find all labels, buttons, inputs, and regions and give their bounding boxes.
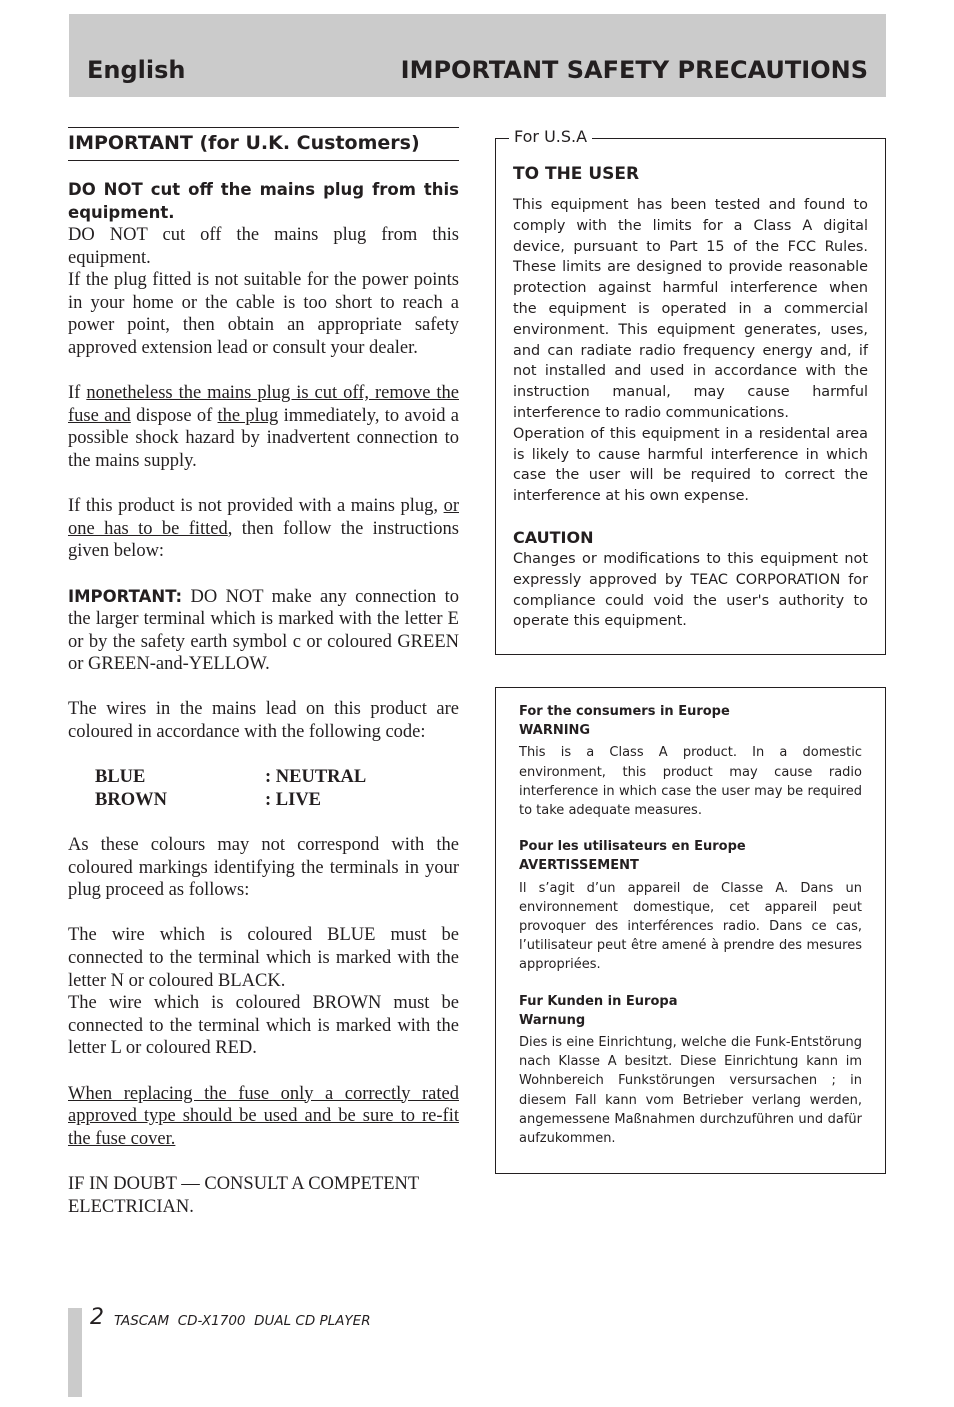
section-title: Fur Kunden in Europa <box>519 993 678 1009</box>
important-label: IMPORTANT: <box>68 586 183 606</box>
uk-important-paragraph <box>68 586 459 676</box>
code-row-brown <box>95 789 459 812</box>
uk-paragraph-2: If the plug fitted is not suitable for the power points in your home or the cable is too short to reach a power point, then obtain an appropriate safety approved extension lead or consult your dealer. <box>68 270 459 358</box>
usa-paragraph-1: This equipment has been tested and found to comply with the limits for a Class A digital device, pursuant to Part 15 of the FCC Rules. These limits are designed to provide reasonable protection against harmful interference when the equipment is operated in a commercial environment. This equipment generates, uses, and can radiate radio frequency energy and, if not installed and used in accordance with the instruction manual, may cause harmful interference to radio communications. <box>513 197 868 421</box>
uk-paragraph-10: IF IN DOUBT — CONSULT A COMPETENT ELECTRICIAN. <box>68 1173 419 1217</box>
page-title: IMPORTANT SAFETY PRECAUTIONS <box>400 56 868 84</box>
page-number: 2 <box>90 1305 104 1330</box>
section-text: Il s’agit d’un appareil de Classe A. Dans un environnement domestique, cet appareil peut provoquer des interférences radio. Dans ce cas, l’utilisateur peut être amené à prendre des mesures appropriées. <box>519 880 862 973</box>
europe-section-en <box>519 702 862 820</box>
text-run: If <box>68 383 87 404</box>
uk-paragraph-8: The wire which is coloured BROWN must be connected to the terminal which is marked with the letter L or coloured RED. <box>68 993 459 1059</box>
usa-legend: For U.S.A <box>509 127 592 147</box>
code-meaning: : NEUTRAL <box>265 767 367 788</box>
wire-colour-code <box>95 766 459 811</box>
section-title: For the consumers in Europe <box>519 704 730 719</box>
underlined-text: or one has to be fitted <box>68 496 459 539</box>
section-warning: AVERTISSEMENT <box>519 858 639 874</box>
uk-section <box>68 127 459 1218</box>
caution-heading: CAUTION <box>513 527 594 547</box>
europe-section-de <box>519 992 862 1149</box>
text-run: , then follow the instructions given below: <box>68 518 459 562</box>
uk-paragraph-9: When replacing the fuse only a correctly rated approved type should be used and be sure to re-fit the fuse cover. <box>68 1083 459 1149</box>
code-meaning: : LIVE <box>265 789 322 810</box>
footer-bar <box>68 1308 82 1397</box>
text-run: dispose of <box>130 405 218 426</box>
caution-text: Changes or modifications to this equipment not expressly approved by TEAC CORPORATION for compliance could void the user's authority to operate this equipment. <box>513 550 868 630</box>
section-warning: Warnung <box>519 1012 586 1028</box>
code-colour: BROWN <box>95 789 167 810</box>
important-text: DO NOT make any connection to the larger terminal which is marked with the letter E or by the safety earth symbol c or coloured GREEN or GREEN-and-YELLOW. <box>68 586 459 675</box>
section-warning: WARNING <box>519 723 591 739</box>
europe-content <box>519 702 862 1148</box>
usa-heading: TO THE USER <box>513 164 640 184</box>
code-colour: BLUE <box>95 767 146 788</box>
section-text: Dies is eine Einrichtung, welche die Funk-Entstörung nach Klasse A besitzt. Diese Einrichtung kann im Wohnbereich Funkstörungen versursachen ; in diesem Fall kann vom Betrieber verlang werden, angemessene Maßnahmen durchzuführen und dafür aufzukommen. <box>519 1035 862 1147</box>
uk-paragraph-7: The wire which is coloured BLUE must be connected to the terminal which is marked with the letter N or coloured BLACK. <box>68 925 459 991</box>
usa-content <box>513 163 868 632</box>
text-run: If this product is not provided with a mains plug, <box>68 496 444 517</box>
uk-paragraph-4 <box>68 495 459 563</box>
uk-paragraph-3 <box>68 382 459 472</box>
section-title: Pour les utilisateurs en Europe <box>519 839 746 855</box>
code-row-blue <box>95 766 459 789</box>
uk-heading: IMPORTANT (for U.K. Customers) <box>68 127 459 161</box>
europe-section-fr <box>519 837 862 974</box>
usa-paragraph-2: Operation of this equipment in a residental area is likely to cause harmful interference in which case the user will be required to correct the interference at his own expense. <box>513 425 868 505</box>
language-label: English <box>87 56 186 84</box>
page-header <box>69 14 886 97</box>
uk-paragraph-1: DO NOT cut off the mains plug from this equipment. <box>68 225 459 268</box>
uk-paragraph-5: The wires in the mains lead on this product are coloured in accordance with the following code: <box>68 699 459 743</box>
uk-subheading: DO NOT cut off the mains plug from this equipment. <box>68 180 459 222</box>
uk-paragraph-6: As these colours may not correspond with the coloured markings identifying the terminals in your plug proceed as follows: <box>68 835 459 901</box>
footer-model: TASCAM CD-X1700 DUAL CD PLAYER <box>114 1313 371 1329</box>
underlined-text: nonetheless the mains plug is cut off, remove the fuse and <box>68 383 460 426</box>
section-text: This is a Class A product. In a domestic environment, this product may cause radio interference in which case the user may be required to take adequate measures. <box>519 745 862 819</box>
underlined-text: the plug <box>217 405 279 426</box>
text-run: immediately, to avoid a possible shock hazard by inadvertent connection to the mains supply. <box>68 405 459 471</box>
